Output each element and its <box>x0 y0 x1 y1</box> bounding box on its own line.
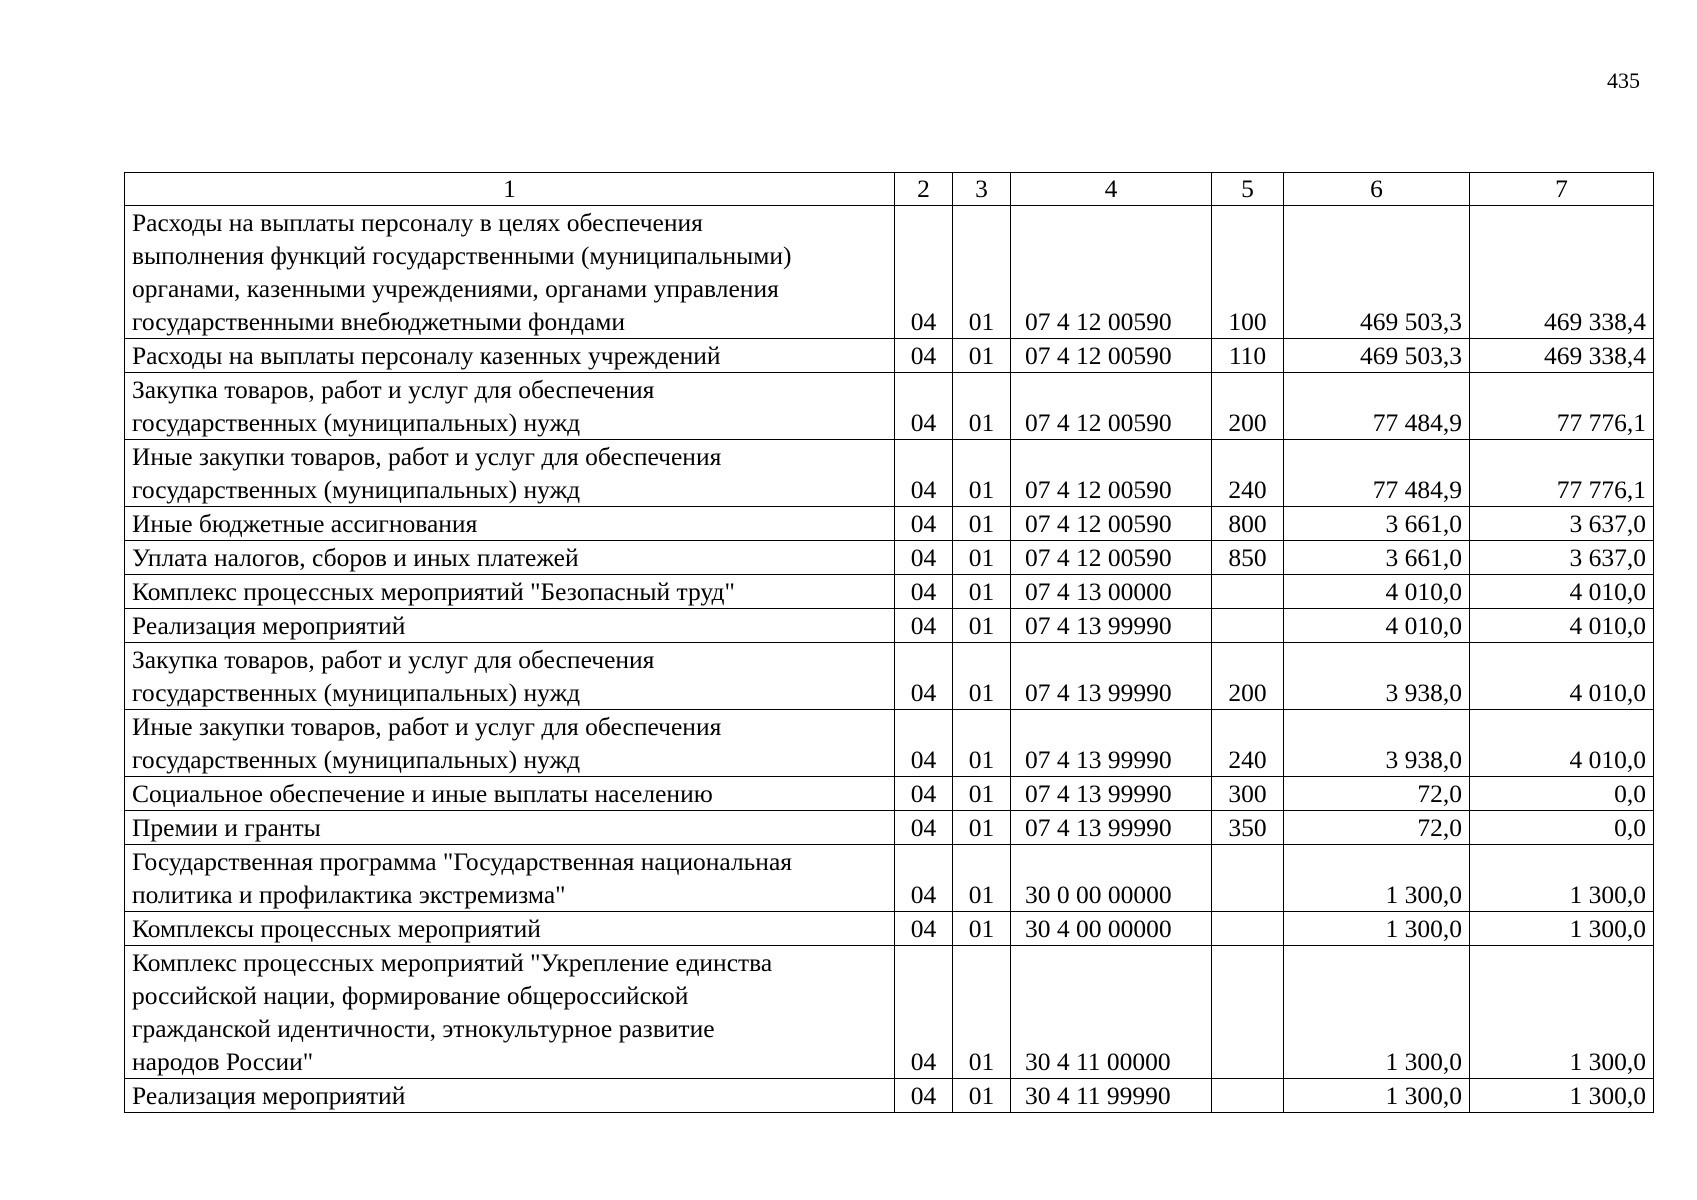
amount-year-1: 72,0 <box>1284 777 1470 811</box>
table-row <box>125 507 1654 541</box>
target-article-code: 07 4 12 00590 <box>1011 507 1212 541</box>
amount-year-2: 3 637,0 <box>1470 507 1654 541</box>
amount-year-2: 0,0 <box>1470 811 1654 845</box>
amount-year-2: 4 010,0 <box>1470 643 1654 710</box>
section-code: 04 <box>895 373 953 440</box>
description-line: Закупка товаров, работ и услуг для обеспечения <box>132 645 655 674</box>
table-row <box>125 575 1654 609</box>
amount-year-2: 0,0 <box>1470 777 1654 811</box>
amount-year-1: 1 300,0 <box>1284 845 1470 912</box>
subsection-code: 01 <box>953 373 1011 440</box>
subsection-code: 01 <box>953 541 1011 575</box>
row-description <box>125 339 895 373</box>
target-article-code: 07 4 12 00590 <box>1011 440 1212 507</box>
amount-year-1: 469 503,3 <box>1284 339 1470 373</box>
expense-type-code: 850 <box>1212 541 1284 575</box>
amount-year-2: 4 010,0 <box>1470 609 1654 643</box>
description-line: народов России" <box>132 1047 314 1076</box>
amount-year-1: 3 938,0 <box>1284 643 1470 710</box>
subsection-code: 01 <box>953 811 1011 845</box>
subsection-code: 01 <box>953 440 1011 507</box>
subsection-code: 01 <box>953 643 1011 710</box>
amount-year-2: 77 776,1 <box>1470 440 1654 507</box>
description-line: государственных (муниципальных) нужд <box>132 678 581 707</box>
section-code: 04 <box>895 710 953 777</box>
section-code: 04 <box>895 440 953 507</box>
row-description <box>125 710 895 777</box>
amount-year-1: 469 503,3 <box>1284 206 1470 339</box>
amount-year-2: 77 776,1 <box>1470 373 1654 440</box>
description-line: Иные бюджетные ассигнования <box>132 509 478 538</box>
amount-year-1: 3 938,0 <box>1284 710 1470 777</box>
target-article-code: 07 4 12 00590 <box>1011 373 1212 440</box>
amount-year-1: 77 484,9 <box>1284 373 1470 440</box>
table-row <box>125 206 1654 339</box>
description-line: Закупка товаров, работ и услуг для обеспечения <box>132 375 655 404</box>
amount-year-1: 1 300,0 <box>1284 946 1470 1079</box>
table-body <box>125 206 1654 1113</box>
subsection-code: 01 <box>953 609 1011 643</box>
expense-type-code: 350 <box>1212 811 1284 845</box>
expense-type-code <box>1212 575 1284 609</box>
amount-year-1: 1 300,0 <box>1284 1079 1470 1113</box>
amount-year-1: 4 010,0 <box>1284 609 1470 643</box>
target-article-code: 30 0 00 00000 <box>1011 845 1212 912</box>
row-description <box>125 643 895 710</box>
description-line: Государственная программа "Государственная национальная <box>132 847 792 876</box>
target-article-code: 07 4 13 99990 <box>1011 777 1212 811</box>
amount-year-1: 4 010,0 <box>1284 575 1470 609</box>
description-line: Премии и гранты <box>132 813 321 842</box>
description-line: Расходы на выплаты персоналу казенных учреждений <box>132 341 721 370</box>
amount-year-1: 1 300,0 <box>1284 912 1470 946</box>
column-header-1: 1 <box>125 173 895 206</box>
expense-type-code: 200 <box>1212 643 1284 710</box>
row-description <box>125 440 895 507</box>
row-description <box>125 541 895 575</box>
row-description <box>125 946 895 1079</box>
expense-type-code: 100 <box>1212 206 1284 339</box>
table-row <box>125 1079 1654 1113</box>
target-article-code: 07 4 12 00590 <box>1011 339 1212 373</box>
section-code: 04 <box>895 845 953 912</box>
row-description <box>125 811 895 845</box>
amount-year-1: 3 661,0 <box>1284 541 1470 575</box>
target-article-code: 07 4 13 99990 <box>1011 643 1212 710</box>
expense-type-code <box>1212 845 1284 912</box>
target-article-code: 07 4 13 99990 <box>1011 710 1212 777</box>
table-row <box>125 339 1654 373</box>
description-line: Социальное обеспечение и иные выплаты населению <box>132 779 713 808</box>
section-code: 04 <box>895 912 953 946</box>
row-description <box>125 912 895 946</box>
amount-year-2: 1 300,0 <box>1470 912 1654 946</box>
expense-type-code: 300 <box>1212 777 1284 811</box>
description-line: Иные закупки товаров, работ и услуг для обеспечения <box>132 712 722 741</box>
description-line: государственными внебюджетными фондами <box>132 307 626 336</box>
amount-year-2: 4 010,0 <box>1470 710 1654 777</box>
target-article-code: 07 4 12 00590 <box>1011 541 1212 575</box>
column-header-4: 4 <box>1011 173 1212 206</box>
subsection-code: 01 <box>953 507 1011 541</box>
target-article-code: 30 4 11 99990 <box>1011 1079 1212 1113</box>
amount-year-2: 469 338,4 <box>1470 206 1654 339</box>
amount-year-2: 3 637,0 <box>1470 541 1654 575</box>
amount-year-2: 1 300,0 <box>1470 1079 1654 1113</box>
description-line: Уплата налогов, сборов и иных платежей <box>132 543 579 572</box>
description-line: государственных (муниципальных) нужд <box>132 745 581 774</box>
budget-table <box>124 172 1654 1113</box>
table-row <box>125 912 1654 946</box>
expense-type-code: 240 <box>1212 440 1284 507</box>
subsection-code: 01 <box>953 845 1011 912</box>
column-header-2: 2 <box>895 173 953 206</box>
section-code: 04 <box>895 507 953 541</box>
row-description <box>125 507 895 541</box>
target-article-code: 07 4 13 99990 <box>1011 811 1212 845</box>
expense-type-code <box>1212 1079 1284 1113</box>
table-row <box>125 710 1654 777</box>
row-description <box>125 777 895 811</box>
section-code: 04 <box>895 575 953 609</box>
expense-type-code: 800 <box>1212 507 1284 541</box>
subsection-code: 01 <box>953 777 1011 811</box>
description-line: российской нации, формирование общероссийской <box>132 981 689 1010</box>
description-line: государственных (муниципальных) нужд <box>132 408 581 437</box>
expense-type-code: 240 <box>1212 710 1284 777</box>
description-line: гражданской идентичности, этнокультурное развитие <box>132 1014 715 1043</box>
description-line: органами, казенными учреждениями, органами управления <box>132 274 779 303</box>
description-line: Реализация мероприятий <box>132 1081 406 1110</box>
expense-type-code <box>1212 912 1284 946</box>
row-description <box>125 1079 895 1113</box>
table-row <box>125 946 1654 1079</box>
section-code: 04 <box>895 609 953 643</box>
amount-year-1: 3 661,0 <box>1284 507 1470 541</box>
table-row <box>125 541 1654 575</box>
description-line: выполнения функций государственными (муниципальными) <box>132 241 792 270</box>
target-article-code: 07 4 13 99990 <box>1011 609 1212 643</box>
amount-year-2: 469 338,4 <box>1470 339 1654 373</box>
row-description <box>125 373 895 440</box>
row-description <box>125 575 895 609</box>
target-article-code: 07 4 12 00590 <box>1011 206 1212 339</box>
column-header-6: 6 <box>1284 173 1470 206</box>
amount-year-2: 1 300,0 <box>1470 845 1654 912</box>
subsection-code: 01 <box>953 1079 1011 1113</box>
subsection-code: 01 <box>953 912 1011 946</box>
column-header-3: 3 <box>953 173 1011 206</box>
subsection-code: 01 <box>953 575 1011 609</box>
target-article-code: 30 4 00 00000 <box>1011 912 1212 946</box>
amount-year-1: 72,0 <box>1284 811 1470 845</box>
description-line: Расходы на выплаты персоналу в целях обеспечения <box>132 208 703 237</box>
table-row <box>125 373 1654 440</box>
section-code: 04 <box>895 811 953 845</box>
description-line: политика и профилактика экстремизма" <box>132 880 566 909</box>
column-header-5: 5 <box>1212 173 1284 206</box>
column-header-7: 7 <box>1470 173 1654 206</box>
description-line: Комплекс процессных мероприятий "Безопасный труд" <box>132 577 735 606</box>
expense-type-code <box>1212 609 1284 643</box>
amount-year-1: 77 484,9 <box>1284 440 1470 507</box>
expense-type-code: 110 <box>1212 339 1284 373</box>
section-code: 04 <box>895 777 953 811</box>
subsection-code: 01 <box>953 339 1011 373</box>
description-line: Комплекс процессных мероприятий "Укрепление единства <box>132 948 773 977</box>
target-article-code: 07 4 13 00000 <box>1011 575 1212 609</box>
table-row <box>125 440 1654 507</box>
table-row <box>125 643 1654 710</box>
subsection-code: 01 <box>953 206 1011 339</box>
subsection-code: 01 <box>953 710 1011 777</box>
table-row <box>125 811 1654 845</box>
section-code: 04 <box>895 541 953 575</box>
page-number: 435 <box>1607 68 1640 93</box>
amount-year-2: 1 300,0 <box>1470 946 1654 1079</box>
description-line: Реализация мероприятий <box>132 611 406 640</box>
column-number-row <box>125 173 1654 206</box>
table-row <box>125 609 1654 643</box>
description-line: Иные закупки товаров, работ и услуг для обеспечения <box>132 442 722 471</box>
expense-type-code <box>1212 946 1284 1079</box>
section-code: 04 <box>895 1079 953 1113</box>
target-article-code: 30 4 11 00000 <box>1011 946 1212 1079</box>
table-row <box>125 777 1654 811</box>
section-code: 04 <box>895 206 953 339</box>
row-description <box>125 609 895 643</box>
subsection-code: 01 <box>953 946 1011 1079</box>
section-code: 04 <box>895 643 953 710</box>
description-line: государственных (муниципальных) нужд <box>132 475 581 504</box>
row-description <box>125 845 895 912</box>
amount-year-2: 4 010,0 <box>1470 575 1654 609</box>
description-line: Комплексы процессных мероприятий <box>132 914 541 943</box>
section-code: 04 <box>895 946 953 1079</box>
expense-type-code: 200 <box>1212 373 1284 440</box>
table-row <box>125 845 1654 912</box>
row-description <box>125 206 895 339</box>
section-code: 04 <box>895 339 953 373</box>
